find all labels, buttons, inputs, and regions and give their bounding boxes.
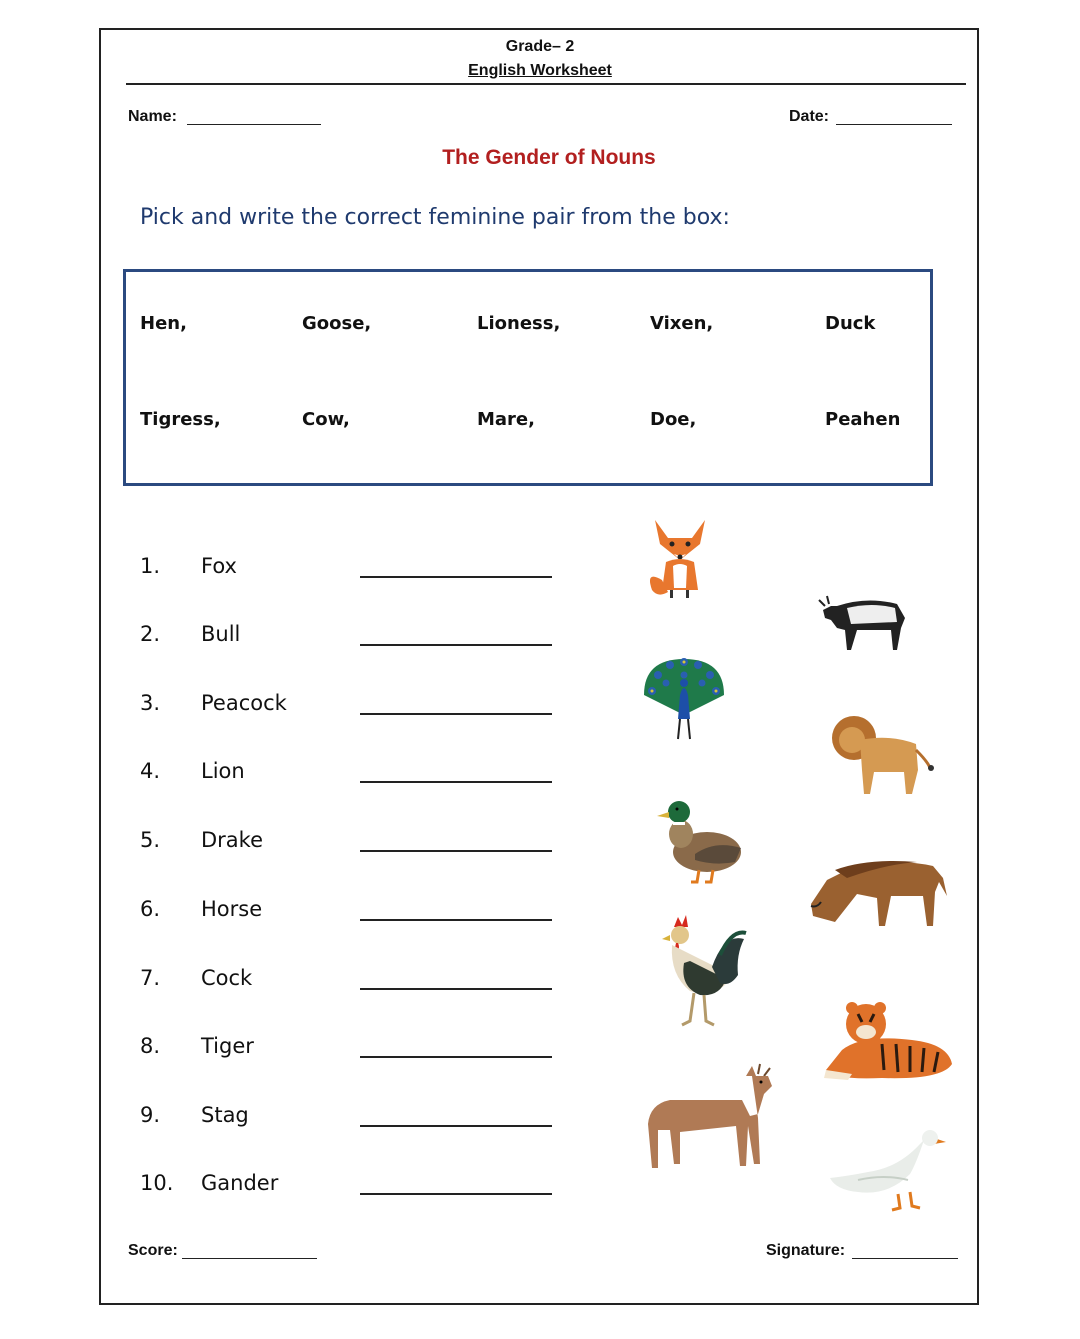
subject-heading — [0, 62, 1080, 80]
question-number: 3. — [140, 691, 161, 715]
deer-icon — [640, 1060, 780, 1170]
question-number: 9. — [140, 1103, 161, 1127]
bull-icon — [817, 588, 915, 654]
date-label: Date: — [789, 108, 830, 125]
question-number: 2. — [140, 622, 161, 646]
question-noun: Peacock — [201, 691, 287, 715]
question-noun: Bull — [201, 622, 241, 646]
word-option: Tigress, — [140, 409, 221, 430]
word-option: Hen, — [140, 313, 187, 334]
horse-icon — [807, 852, 953, 930]
score-field[interactable] — [182, 1240, 317, 1259]
question-noun: Cock — [201, 966, 253, 990]
lion-icon — [830, 710, 938, 798]
rooster-icon — [660, 915, 748, 1031]
question-number: 7. — [140, 966, 161, 990]
question-noun: Stag — [201, 1103, 249, 1127]
question-noun: Horse — [201, 897, 263, 921]
question-number: 8. — [140, 1034, 161, 1058]
name-field[interactable] — [187, 106, 321, 125]
question-noun: Fox — [201, 554, 237, 578]
subject-text: English Worksheet — [468, 62, 612, 79]
instruction-text: Pick and write the correct feminine pair from the box: — [140, 205, 730, 230]
peacock-icon — [640, 655, 728, 743]
header-divider — [126, 83, 966, 85]
page-title: The Gender of Nouns — [442, 146, 656, 169]
question-number: 1. — [140, 554, 161, 578]
question-number: 4. — [140, 759, 161, 783]
duck-icon — [655, 796, 745, 884]
word-option: Duck — [825, 313, 876, 334]
word-option: Doe, — [650, 409, 697, 430]
tiger-icon — [822, 1000, 958, 1082]
word-option: Goose, — [302, 313, 372, 334]
goose-icon — [828, 1124, 948, 1214]
answer-blank[interactable] — [360, 713, 552, 715]
word-option: Mare, — [477, 409, 535, 430]
question-number: 6. — [140, 897, 161, 921]
question-number: 5. — [140, 828, 161, 852]
question-noun: Lion — [201, 759, 245, 783]
answer-blank[interactable] — [360, 850, 552, 852]
date-field[interactable] — [836, 106, 952, 125]
question-number: 10. — [140, 1171, 174, 1195]
answer-blank[interactable] — [360, 576, 552, 578]
grade-heading: Grade– 2 — [505, 38, 575, 55]
word-option: Cow, — [302, 409, 350, 430]
answer-blank[interactable] — [360, 988, 552, 990]
word-option: Vixen, — [650, 313, 714, 334]
word-option: Peahen — [825, 409, 901, 430]
word-option: Lioness, — [477, 313, 561, 334]
question-noun: Tiger — [201, 1034, 254, 1058]
name-label: Name: — [128, 108, 177, 125]
answer-blank[interactable] — [360, 919, 552, 921]
fox-icon — [640, 510, 720, 602]
signature-field[interactable] — [852, 1240, 958, 1259]
question-noun: Drake — [201, 828, 264, 852]
word-box — [123, 269, 933, 486]
answer-blank[interactable] — [360, 781, 552, 783]
signature-label: Signature: — [766, 1242, 846, 1259]
score-label: Score: — [128, 1242, 178, 1259]
answer-blank[interactable] — [360, 644, 552, 646]
answer-blank[interactable] — [360, 1125, 552, 1127]
answer-blank[interactable] — [360, 1193, 552, 1195]
answer-blank[interactable] — [360, 1056, 552, 1058]
question-noun: Gander — [201, 1171, 279, 1195]
